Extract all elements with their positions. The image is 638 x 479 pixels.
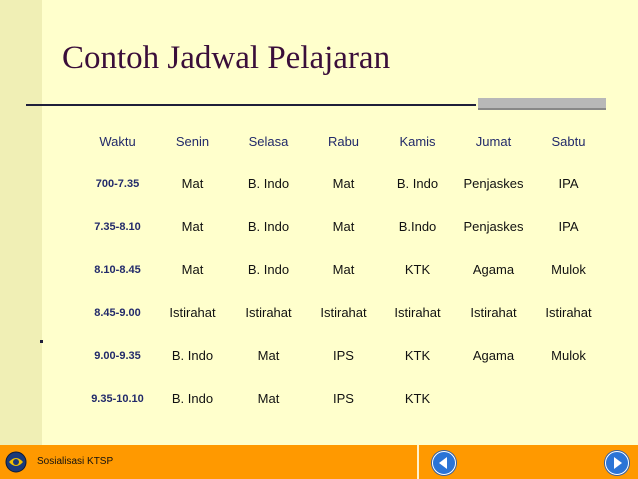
table-row [80,377,605,420]
table-row [80,291,605,334]
col-header-sabtu: Sabtu [551,133,586,149]
subject-cell: Istirahat [169,305,216,320]
subject-cell [532,377,605,420]
subject-cell: Istirahat [470,305,517,320]
subject-cell: Mat [332,262,355,277]
schedule-header-row [80,120,605,162]
subject-cell: Penjaskes [463,176,524,191]
subject-cell: Istirahat [394,305,441,320]
time-cell: 9.35-10.10 [91,392,144,405]
subject-cell: Mat [181,176,204,191]
subject-cell: Mat [257,348,280,363]
table-row [80,334,605,377]
subject-cell: Mulok [551,348,586,363]
table-row [80,205,605,248]
left-marker [40,340,43,343]
subject-cell: KTK [404,262,431,277]
col-header-jumat: Jumat [475,133,512,149]
subject-cell: Mat [181,262,204,277]
subject-cell: B. Indo [247,262,290,277]
title-underline [26,104,476,106]
footer-divider [417,445,419,479]
subject-cell: IPA [558,219,579,234]
col-header-senin: Senin [175,133,210,149]
subject-cell: B. Indo [396,176,439,191]
subject-cell: B. Indo [247,219,290,234]
footer-bar [0,445,638,479]
time-cell: 9.00-9.35 [94,349,141,362]
time-cell: 700-7.35 [95,177,140,190]
col-header-waktu: Waktu [99,133,136,149]
subject-cell: KTK [404,348,431,363]
subject-cell: B. Indo [171,391,214,406]
subject-cell: Mat [332,219,355,234]
subject-cell: IPA [558,176,579,191]
subject-cell: Istirahat [545,305,592,320]
subject-cell: B. Indo [171,348,214,363]
table-row [80,162,605,205]
col-header-rabu: Rabu [327,133,360,149]
subject-cell: Penjaskes [463,219,524,234]
time-cell: 7.35-8.10 [94,220,141,233]
subject-cell [455,377,532,420]
next-slide-button[interactable] [605,451,629,475]
time-cell: 8.10-8.45 [94,263,141,276]
subject-cell: KTK [404,391,431,406]
prev-slide-button[interactable] [432,451,456,475]
table-row [80,248,605,291]
arrow-left-icon [433,452,455,474]
subject-cell: IPS [333,348,354,363]
footer-label: Sosialisasi KTSP [37,456,114,467]
arrow-right-icon [606,452,628,474]
subject-cell: B. Indo [247,176,290,191]
subject-cell: Agama [472,262,515,277]
subject-cell: Agama [472,348,515,363]
schedule-table [80,120,605,420]
col-header-selasa: Selasa [248,133,289,149]
subject-cell: Mulok [551,262,586,277]
title-rule-box [478,98,606,110]
left-decor-strip [0,0,42,445]
col-header-kamis: Kamis [399,133,436,149]
subject-cell: Mat [257,391,280,406]
subject-cell: Mat [332,176,355,191]
slide-title: Contoh Jadwal Pelajaran [62,40,391,76]
subject-cell: Mat [181,219,204,234]
subject-cell: Istirahat [320,305,367,320]
subject-cell: B.Indo [398,219,437,234]
subject-cell: Istirahat [245,305,292,320]
subject-cell: IPS [333,391,354,406]
ministry-logo-icon [4,451,28,473]
time-cell: 8.45-9.00 [94,306,141,319]
